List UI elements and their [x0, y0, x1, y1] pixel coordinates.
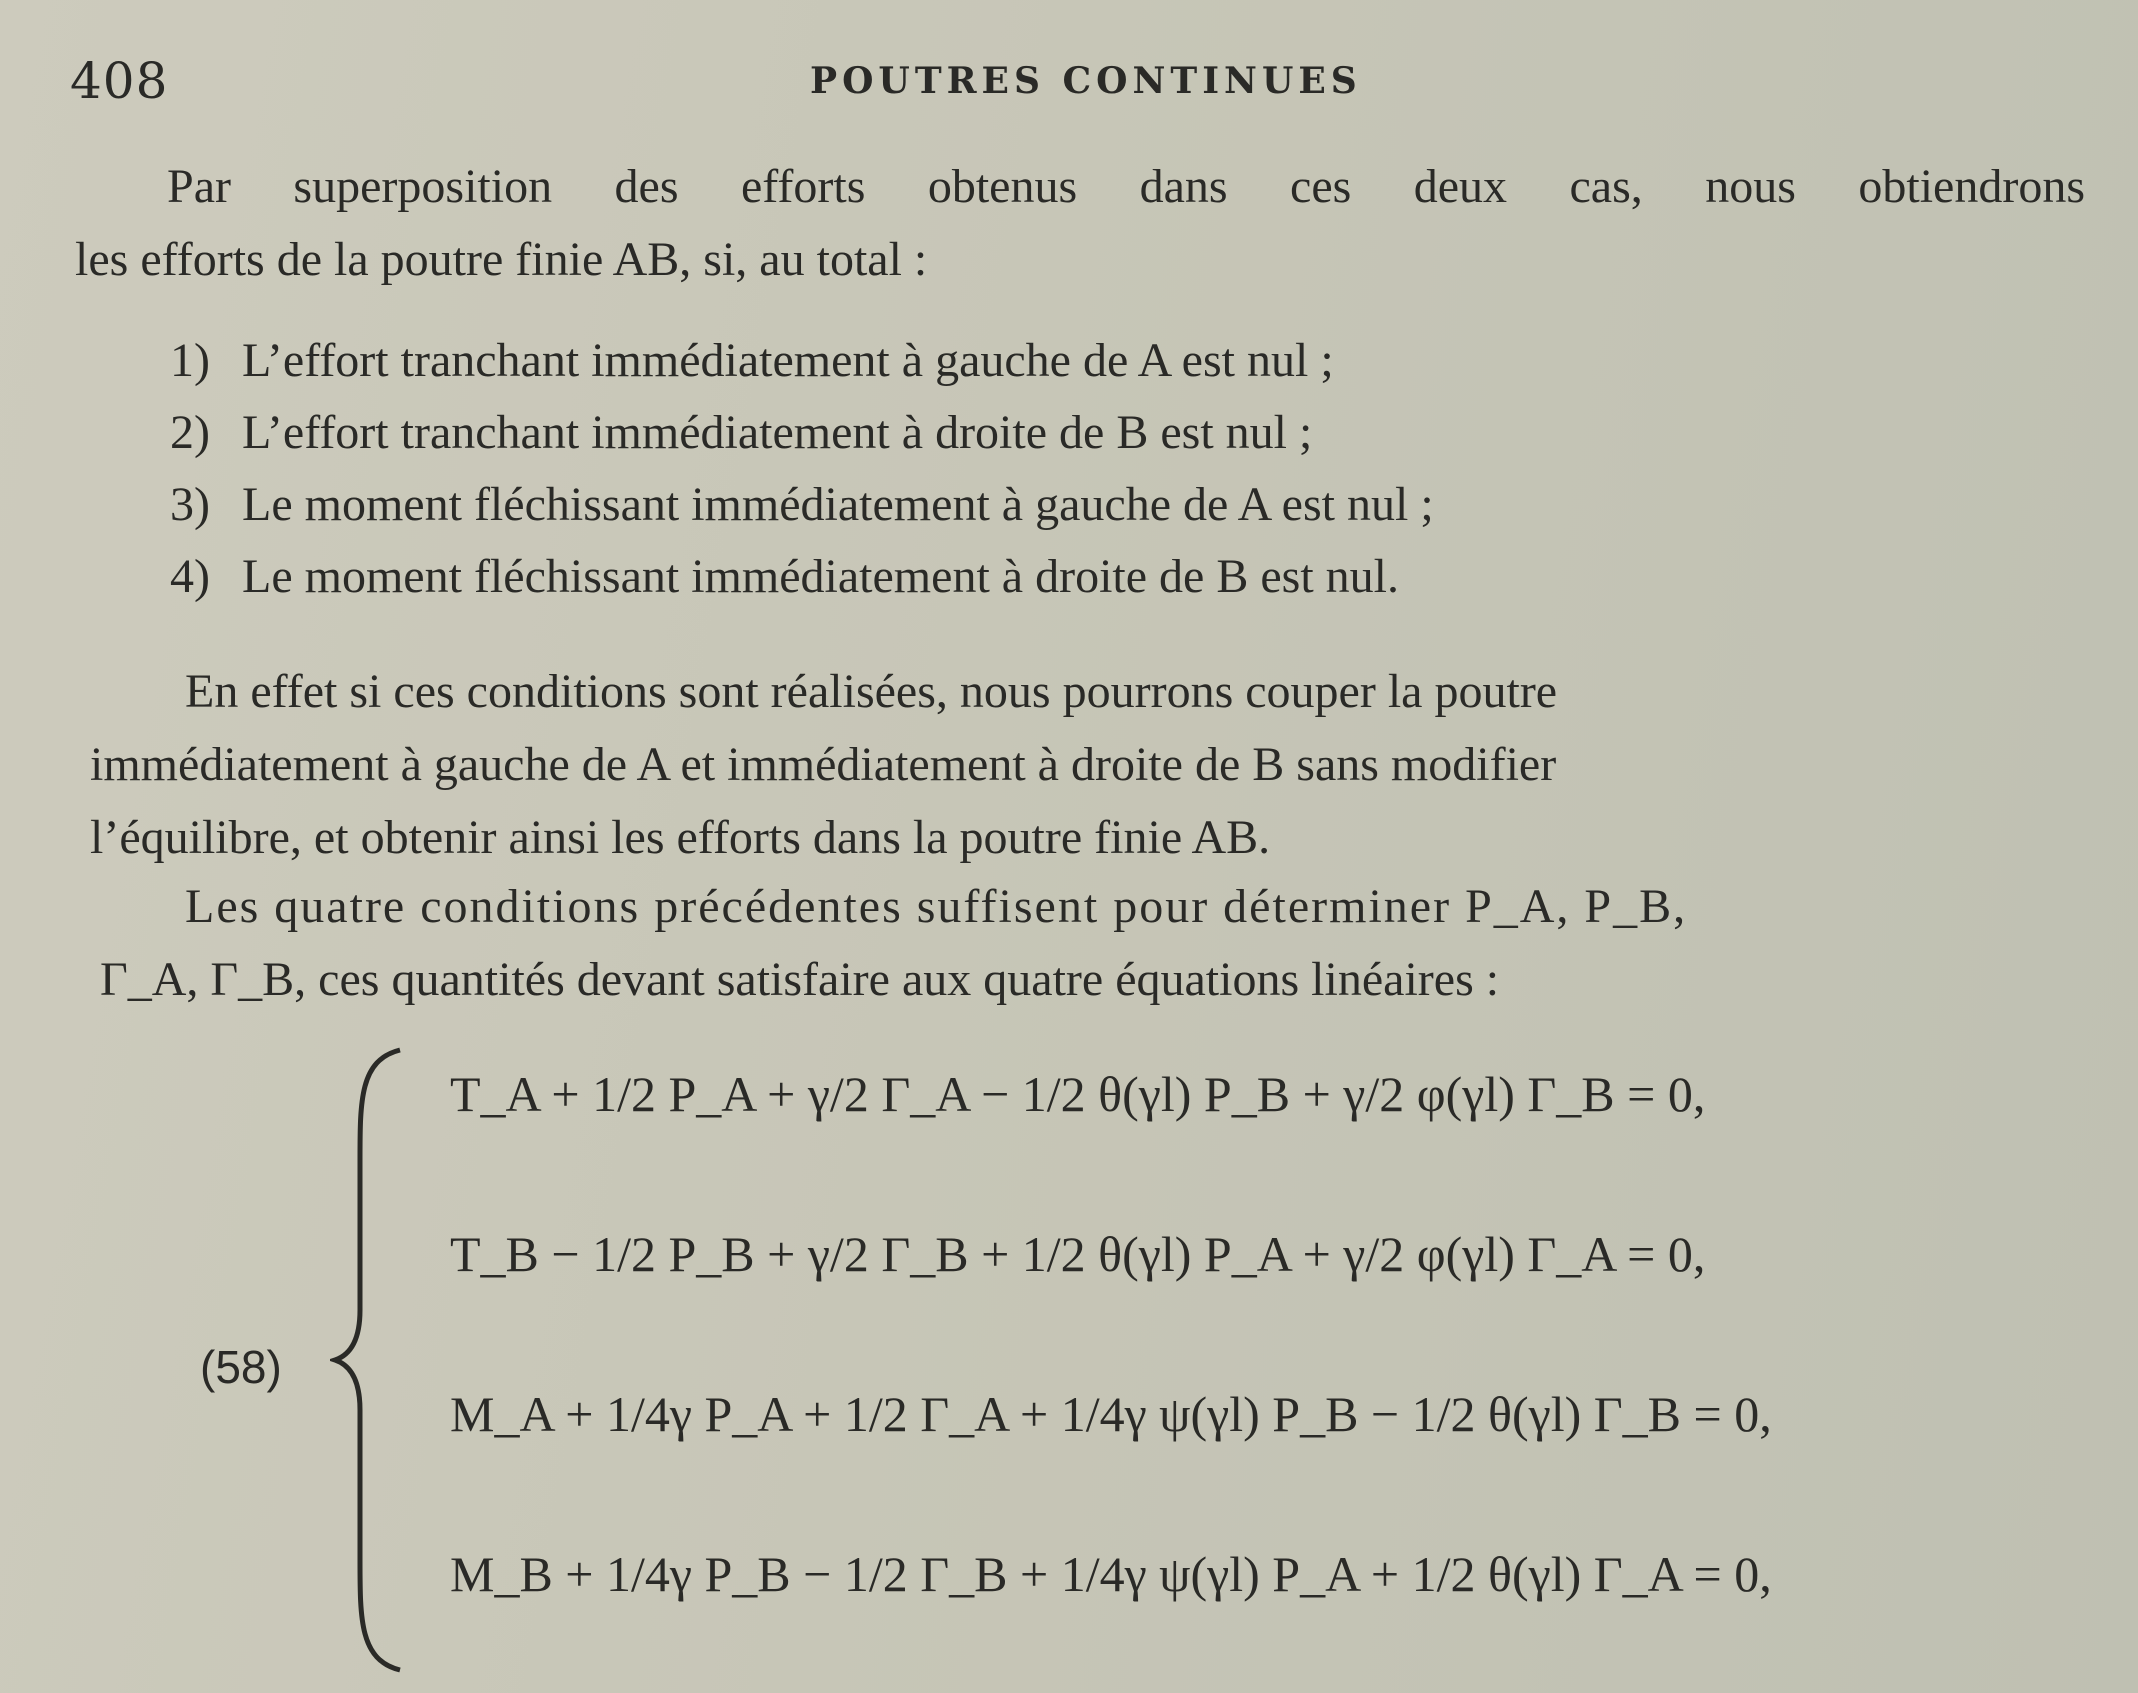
- equation-4: [450, 1545, 1772, 1603]
- paragraph3-line2: Γ_A, Γ_B, ces quantités devant satisfaire aux quatre équations linéaires :: [100, 953, 1500, 1006]
- condition-text: L’effort tranchant immédiatement à droite de B est nul ;: [242, 406, 1313, 459]
- condition-number: 4): [170, 550, 210, 603]
- paragraph1-line2: les efforts de la poutre finie AB, si, au total :: [75, 233, 928, 286]
- condition-number: 1): [170, 334, 210, 387]
- equation-1: [450, 1065, 1705, 1123]
- condition-number: 2): [170, 406, 210, 459]
- paragraph1-line1: Par superposition des efforts obtenus dans ces deux cas, nous obtiendrons: [167, 160, 2085, 213]
- equation-1-text: T_A + 1/2 P_A + γ/2 Γ_A − 1/2 θ(γl) P_B + γ/2 φ(γl) Γ_B = 0,: [450, 1066, 1706, 1122]
- condition-text: Le moment fléchissant immédiatement à droite de B est nul.: [242, 550, 1400, 603]
- condition-item: [170, 397, 1434, 469]
- condition-item: [170, 541, 1434, 613]
- condition-item: [170, 469, 1434, 541]
- condition-item: [170, 325, 1434, 397]
- paragraph2-line3: l’équilibre, et obtenir ainsi les efforts dans la poutre finie AB.: [90, 811, 1271, 864]
- left-brace-icon: [330, 1040, 410, 1680]
- page-header: [70, 52, 2100, 132]
- paragraph2-line2: immédiatement à gauche de A et immédiatement à droite de B sans modifier: [90, 738, 1557, 791]
- condition-text: Le moment fléchissant immédiatement à gauche de A est nul ;: [242, 478, 1434, 531]
- paragraph-four-conditions: [75, 870, 2085, 1016]
- condition-text: L’effort tranchant immédiatement à gauche de A est nul ;: [242, 334, 1334, 387]
- paragraph-superposition: [75, 150, 2085, 296]
- equation-system: [190, 1040, 1890, 1680]
- equation-3: [450, 1385, 1772, 1443]
- condition-number: 3): [170, 478, 210, 531]
- equation-2-text: T_B − 1/2 P_B + γ/2 Γ_B + 1/2 θ(γl) P_A + γ/2 φ(γl) Γ_A = 0,: [450, 1226, 1706, 1282]
- paragraph2-line1: En effet si ces conditions sont réalisées, nous pourrons couper la poutre: [185, 665, 1558, 718]
- equation-3-text: M_A + 1/4γ P_A + 1/2 Γ_A + 1/4γ ψ(γl) P_B − 1/2 θ(γl) Γ_B = 0,: [450, 1386, 1772, 1442]
- equation-number: (58): [200, 1341, 282, 1393]
- page-number: 408: [70, 52, 169, 110]
- equation-4-text: M_B + 1/4γ P_B − 1/2 Γ_B + 1/4γ ψ(γl) P_A + 1/2 θ(γl) Γ_A = 0,: [450, 1546, 1772, 1602]
- paragraph3-line1: Les quatre conditions précédentes suffisent pour déterminer P_A, P_B,: [185, 880, 1688, 933]
- running-title: POUTRES CONTINUES: [810, 60, 1362, 102]
- conditions-list: [170, 325, 1434, 613]
- paragraph-conditions-realized: [75, 655, 2085, 874]
- equation-2: [450, 1225, 1705, 1283]
